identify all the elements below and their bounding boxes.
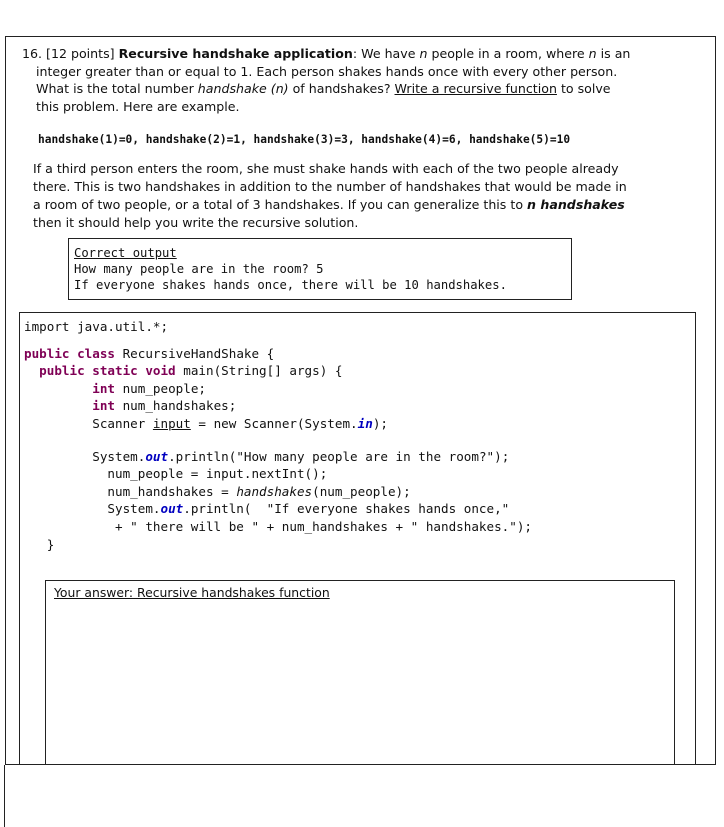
question-text-fragment: is an (596, 46, 631, 61)
code-static-field: out (160, 501, 184, 517)
code-gap (24, 336, 532, 345)
variable-n: n (588, 46, 597, 61)
code-keyword: int (24, 380, 115, 396)
explanation-line-4: then it should help you write the recursive solution. (33, 214, 359, 230)
code-keyword: int (24, 398, 115, 414)
explanation-line-1: If a third person enters the room, she must shake hands with each of the two people already (33, 161, 619, 176)
code-fragment: main(String[] args) { (175, 363, 343, 379)
code-fragment: .println( "If everyone shakes hands once," (183, 501, 510, 517)
code-fragment: Scanner (24, 415, 153, 431)
question-line-3 (22, 80, 712, 98)
code-fragment: RecursiveHandShake { (115, 345, 275, 361)
code-line-close-brace: } (24, 536, 55, 552)
code-fragment: System. (24, 501, 161, 517)
explanation-line-2: there. This is two handshakes in addition to the number of handshakes that would be made in (33, 178, 627, 194)
code-fragment: num_people; (115, 380, 206, 396)
code-gap (24, 433, 532, 448)
correct-output-box (68, 238, 572, 300)
code-line-concat: + " there will be " + num_handshakes + " handshakes."); (24, 518, 532, 534)
explanation-paragraph (33, 160, 713, 232)
question-line-4: this problem. Here are example. (36, 99, 240, 115)
code-keyword: public class (24, 345, 115, 361)
question-line-1 (22, 45, 712, 63)
code-line-num-handshakes (24, 397, 532, 415)
code-line-import: import java.util.*; (24, 319, 169, 334)
code-fragment: ); (372, 415, 388, 431)
explanation-fragment: a room of two people, or a total of 3 handshakes. If you can generalize this to (33, 196, 528, 212)
code-variable-input: input (152, 415, 191, 431)
handshake-function-name: handshake (n) (197, 81, 289, 97)
code-fragment: (num_people); (312, 483, 411, 499)
question-number: 16. [12 points] (22, 46, 119, 61)
code-line-scanner (24, 415, 532, 433)
question-text (22, 45, 712, 116)
code-listing (24, 318, 532, 553)
variable-n: n (419, 46, 428, 61)
code-method-call: handshakes (236, 483, 313, 499)
page-frame-edge (0, 765, 5, 827)
code-static-field: out (145, 448, 169, 464)
output-line-2: If everyone shakes hands once, there will be 10 handshakes. (74, 278, 507, 292)
question-text-fragment: to solve (556, 81, 611, 97)
code-fragment: .println("How many people are in the room?"); (168, 448, 510, 464)
code-fragment: num_handshakes; (115, 398, 237, 414)
code-fragment: = new Scanner(System. (190, 415, 358, 431)
question-title: Recursive handshake application (118, 46, 353, 61)
instruction-underlined: Write a recursive function (394, 81, 557, 97)
code-fragment: num_handshakes = (24, 483, 237, 499)
output-line-1: How many people are in the room? 5 (74, 262, 324, 276)
question-text-fragment: : We have (352, 46, 420, 61)
examples-line: handshake(1)=0, handshake(2)=1, handshake(3)=3, handshake(4)=6, handshake(5)=10 (38, 133, 571, 146)
code-line-read-input: num_people = input.nextInt(); (24, 466, 328, 482)
code-fragment: System. (24, 448, 146, 464)
answer-label: Your answer: Recursive handshakes function (54, 585, 330, 600)
code-line-num-people (24, 380, 532, 398)
correct-output-title: Correct output (74, 246, 177, 260)
code-line-println-result (24, 500, 532, 518)
explanation-line-3 (33, 196, 713, 214)
question-text-fragment: What is the total number (36, 81, 198, 97)
question-text-fragment: people in a room, where (427, 46, 589, 61)
code-line-main (24, 362, 532, 380)
answer-box[interactable] (45, 580, 675, 765)
question-text-fragment: of handshakes? (288, 81, 395, 97)
code-line-call-handshakes (24, 483, 532, 501)
code-line-class (24, 345, 532, 363)
code-line-println-prompt (24, 448, 532, 466)
question-line-2: integer greater than or equal to 1. Each person shakes hands once with every other person. (36, 63, 618, 79)
code-keyword: public static void (24, 363, 176, 379)
explanation-emphasis: n handshakes (527, 196, 625, 212)
code-static-field: in (357, 415, 373, 431)
